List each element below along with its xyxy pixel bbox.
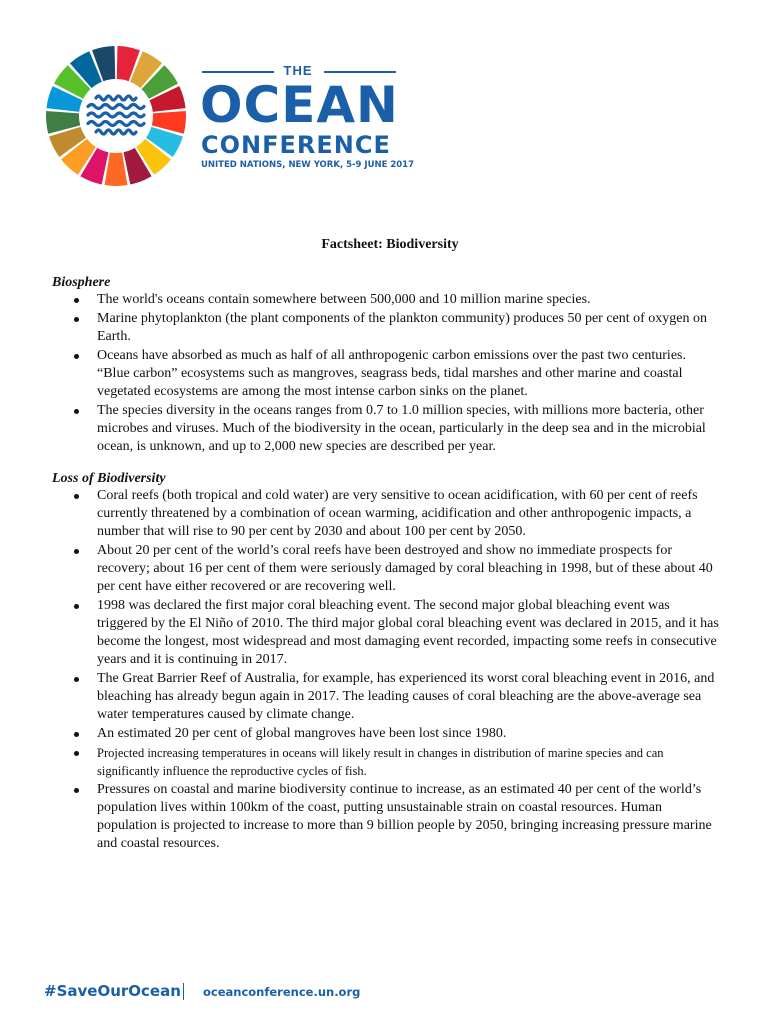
document-title: Factsheet: Biodiversity (321, 237, 459, 252)
page-header (0, 0, 768, 200)
logo-wave-icon (88, 113, 144, 117)
list-item: Pressures on coastal and marine biodiversity continue to increase, as an estimated 40 per cent of the world’s population lives within 100km of the coast, putting unsustainable strain on coastal resources. Human population is projected to increase to more than 9 billion people by 2050, bringing increasing pressure marine and coastal resources. (52, 781, 722, 853)
logo-wave-icon (96, 130, 136, 134)
section-heading-biosphere: Biosphere (52, 275, 111, 290)
ocean-conference-logo-wheel (44, 44, 188, 188)
logo-subline: UNITED NATIONS, NEW YORK, 5-9 JUNE 2017 (201, 160, 415, 170)
ocean-conference-wordmark (200, 63, 415, 174)
list-item: Coral reefs (both tropical and cold water) are very sensitive to ocean acidification, with 60 per cent of reefs currently threatened by a combination of ocean warming, acidification and other anthropogenic impacts, a number that will rise to 90 per cent by 2030 and about 100 per cent by 2050. (52, 487, 722, 541)
list-item: The world's oceans contain somewhere between 500,000 and 10 million marine species. (52, 291, 722, 309)
logo-wave-icon (88, 105, 144, 109)
footer-divider (183, 983, 184, 1000)
loss-of-biodiversity-list (52, 487, 722, 853)
page-footer (44, 981, 374, 1003)
footer-website-link[interactable]: oceanconference.un.org (203, 985, 361, 999)
logo-wave-icon (88, 122, 144, 126)
list-item: The Great Barrier Reef of Australia, for example, has experienced its worst coral bleaching event in 2016, and bleaching has already begun again in 2017. The leading causes of coral bleaching are the above-average sea water temperatures caused by climate change. (52, 670, 722, 724)
logo-wave-icon (96, 96, 136, 100)
section-heading-loss-of-biodiversity: Loss of Biodiversity (52, 471, 166, 486)
logo-rule-right (324, 71, 396, 73)
list-item: The species diversity in the oceans ranges from 0.7 to 1.0 million species, with millions more bacteria, other microbes and viruses. Much of the biodiversity in the ocean, particularly in the deep sea and in the microbial ocean, is unknown, and up to 2,000 new species are described per year. (52, 402, 722, 456)
logo-conference: CONFERENCE (201, 131, 391, 159)
list-item: Oceans have absorbed as much as half of all anthropogenic carbon emissions over the past two centuries. “Blue carbon” ecosystems such as mangroves, seagrass beds, tidal marshes and other marine and coastal vegetated ecosystems are among the most intense carbon sinks on the planet. (52, 347, 722, 401)
logo-the: THE (283, 63, 313, 78)
list-item: 1998 was declared the first major coral bleaching event. The second major global bleaching event was triggered by the El Niño of 2010. The third major global coral bleaching event was declared in 2015, and it has become the longest, most widespread and most damaging event recorded, impacting some reefs in consecutive years and it is continuing in 2017. (52, 597, 722, 669)
document-body (52, 236, 722, 867)
logo-ocean: OCEAN (200, 76, 399, 134)
list-item: An estimated 20 per cent of global mangroves have been lost since 1980. (52, 725, 722, 743)
list-item: Marine phytoplankton (the plant components of the plankton community) produces 50 per cent of oxygen on Earth. (52, 310, 722, 346)
footer-hashtag[interactable]: #SaveOurOcean (44, 982, 181, 1000)
biosphere-list (52, 291, 722, 456)
logo-wheel-segment (105, 153, 128, 186)
list-item: Projected increasing temperatures in oceans will likely result in changes in distribution of marine species and can significantly influence the reproductive cycles of fish. (52, 744, 722, 780)
list-item: About 20 per cent of the world’s coral reefs have been destroyed and show no immediate prospects for recovery; about 16 per cent of them were seriously damaged by coral bleaching in 1998, but of these about 40 per cent have either recovered or are recovering well. (52, 542, 722, 596)
